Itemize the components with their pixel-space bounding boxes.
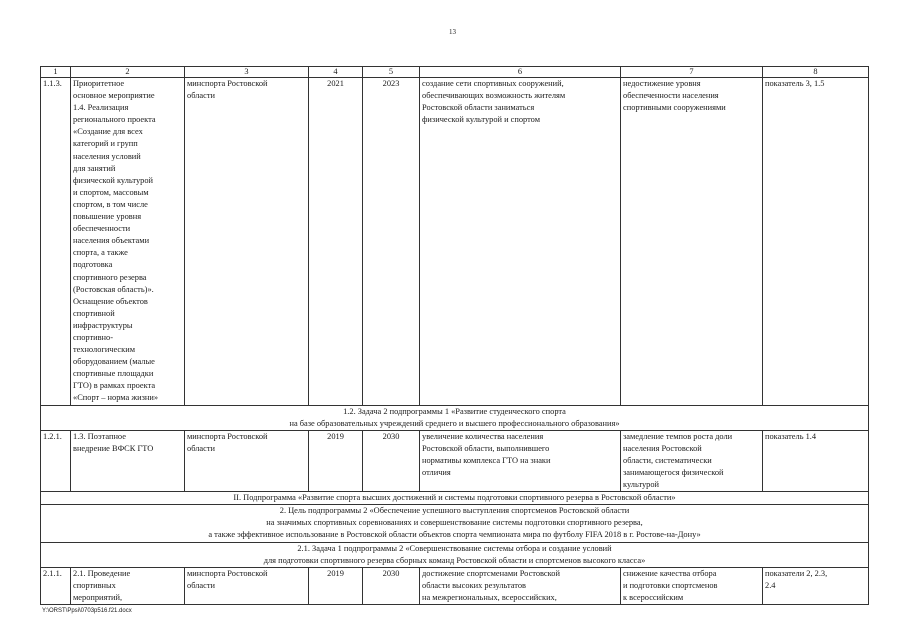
column-number: 5 xyxy=(363,67,420,78)
text-line: на базе образовательных учреждений среднего и высшего профессионального образования» xyxy=(289,418,620,428)
text-line: на значимых спортивных соревнованиях и совершенствование системы подготовки спортивного резерва, xyxy=(266,518,643,528)
subprogram-2-heading: II. Подпрограмма «Развитие спорта высших достижений и системы подготовки спортивного резерва в Ростовской области» xyxy=(41,492,869,505)
text-line: обеспечивающих возможность жителям xyxy=(422,91,566,101)
task-2-1-heading xyxy=(41,542,869,567)
text-line: области, систематически xyxy=(623,455,712,465)
row-number: 1.2.1. xyxy=(41,430,71,491)
text-line: технологическим xyxy=(73,345,136,355)
file-path-footer: Y:\ORST\Ppsi\0703p516.f21.docx xyxy=(42,608,132,614)
column-number: 3 xyxy=(185,67,309,78)
text-line: спортивными сооружениями xyxy=(623,103,726,113)
executor xyxy=(185,78,309,406)
text-line: обеспеченности xyxy=(73,224,131,234)
text-line: внедрение ВФСК ГТО xyxy=(73,443,154,453)
table-row-1-1-3 xyxy=(41,78,869,406)
expected-result xyxy=(420,567,621,604)
text-line: замедление темпов роста доли xyxy=(623,431,733,441)
task-heading-row xyxy=(41,405,869,430)
text-line: повышение уровня xyxy=(73,212,142,222)
subprogram-heading-row xyxy=(41,492,869,505)
page-number: 13 xyxy=(449,28,456,36)
text-line: 2.1. Проведение xyxy=(73,568,131,578)
task-heading-row xyxy=(41,542,869,567)
expected-result xyxy=(420,78,621,406)
row-number: 2.1.1. xyxy=(41,567,71,604)
column-number-row xyxy=(41,67,869,78)
text-line: населения условий xyxy=(73,151,141,161)
text-line: 1.4. Реализация xyxy=(73,103,129,113)
text-line: области xyxy=(187,580,215,590)
text-line: спортивной xyxy=(73,308,115,318)
text-line: оборудованием (малые xyxy=(73,357,155,367)
text-line: спорта, а также xyxy=(73,248,128,258)
column-number: 4 xyxy=(309,67,363,78)
text-line: подготовка xyxy=(73,260,113,270)
executor xyxy=(185,567,309,604)
text-line: 1.3. Поэтапное xyxy=(73,431,126,441)
text-line: области xyxy=(187,91,215,101)
text-line: занимающегося физической xyxy=(623,468,724,477)
text-line: и подготовки спортсменов xyxy=(623,580,718,590)
text-line: достижение спортсменами Ростовской xyxy=(422,568,560,578)
text-line: инфраструктуры xyxy=(73,320,133,330)
non-implementation-consequence xyxy=(621,78,763,406)
text-line: населения Ростовской xyxy=(623,443,702,453)
text-line: минспорта Ростовской xyxy=(187,568,268,578)
column-number: 7 xyxy=(621,67,763,78)
text-line: категорий и групп xyxy=(73,139,138,149)
text-line: а также эффективное использование в Ростовской области объектов спорта чемпионата мира по футболу FIFA 2018 в г. Ростове-на-Дону» xyxy=(208,530,701,540)
start-year: 2019 xyxy=(309,430,363,491)
event-name xyxy=(71,567,185,604)
goal-heading-row xyxy=(41,505,869,542)
text-line: спортивного резерва xyxy=(73,272,147,282)
end-year: 2023 xyxy=(363,78,420,406)
column-number: 1 xyxy=(41,67,71,78)
related-indicator xyxy=(763,567,869,604)
non-implementation-consequence xyxy=(621,430,763,491)
end-year: 2030 xyxy=(363,567,420,604)
text-line: минспорта Ростовской xyxy=(187,79,268,88)
text-line: физической культурой и спортом xyxy=(422,115,541,125)
text-line: снижение качества отбора xyxy=(623,568,717,578)
text-line: спортивные площадки xyxy=(73,369,154,379)
text-line: спортом, в том числе xyxy=(73,199,148,209)
task-1-2-heading xyxy=(41,405,869,430)
measures-table xyxy=(40,66,869,605)
start-year: 2019 xyxy=(309,567,363,604)
text-line: регионального проекта xyxy=(73,115,156,125)
text-line: 2. Цель подпрограммы 2 «Обеспечение успешного выступления спортсменов Ростовской области xyxy=(279,506,630,516)
text-line: обеспеченности населения xyxy=(623,91,719,101)
text-line: на межрегиональных, всероссийских, xyxy=(422,592,557,602)
text-line: мероприятий, xyxy=(73,592,123,602)
text-line: увеличение количества населения xyxy=(422,431,544,441)
text-line: культурой xyxy=(623,480,660,490)
text-line: создание сети спортивных сооружений, xyxy=(422,79,564,88)
text-line: отличия xyxy=(422,468,451,477)
expected-result xyxy=(420,430,621,491)
text-line: Оснащение объектов xyxy=(73,296,148,306)
text-line: 1.2. Задача 2 подпрограммы 1 «Развитие студенческого спорта xyxy=(343,406,566,416)
text-line: для подготовки спортивного резерва сборных команд Ростовской области и спортсменов высокого класса» xyxy=(263,555,646,565)
text-line: недостижение уровня xyxy=(623,79,701,88)
text-line: минспорта Ростовской xyxy=(187,431,268,441)
text-line: области xyxy=(187,443,215,453)
text-line: населения объектами xyxy=(73,236,150,246)
text-line: Приоритетное xyxy=(73,79,125,88)
text-line: спортивных xyxy=(73,580,116,590)
text-line: для занятий xyxy=(73,163,116,173)
text-line: 2.4 xyxy=(765,580,776,590)
column-number: 6 xyxy=(420,67,621,78)
text-line: основное мероприятие xyxy=(73,91,155,101)
text-line: ГТО) в рамках проекта xyxy=(73,381,156,391)
row-number: 1.1.3. xyxy=(41,78,71,406)
column-number: 2 xyxy=(71,67,185,78)
text-line: Ростовской области заниматься xyxy=(422,103,535,113)
text-line: показатели 2, 2.3, xyxy=(765,568,828,578)
text-line: спортивно- xyxy=(73,332,114,342)
text-line: (Ростовская область)». xyxy=(73,284,154,294)
column-number: 8 xyxy=(763,67,869,78)
start-year: 2021 xyxy=(309,78,363,406)
table-row-2-1-1 xyxy=(41,567,869,604)
end-year: 2030 xyxy=(363,430,420,491)
text-line: физической культурой xyxy=(73,175,154,185)
text-line: к всероссийским xyxy=(623,592,684,602)
executor xyxy=(185,430,309,491)
text-line: области высоких результатов xyxy=(422,580,526,590)
text-line: и спортом, массовым xyxy=(73,187,149,197)
text-line: «Спорт – норма жизни» xyxy=(73,393,159,403)
event-name xyxy=(71,430,185,491)
event-name xyxy=(71,78,185,406)
table-row-1-2-1 xyxy=(41,430,869,491)
text-line: 2.1. Задача 1 подпрограммы 2 «Совершенствование системы отбора и создание условий xyxy=(297,543,612,553)
related-indicator: показатель 3, 1.5 xyxy=(763,78,869,406)
non-implementation-consequence xyxy=(621,567,763,604)
text-line: Ростовской области, выполнившего xyxy=(422,443,550,453)
related-indicator: показатель 1.4 xyxy=(763,430,869,491)
text-line: нормативы комплекса ГТО на знаки xyxy=(422,455,551,465)
text-line: «Создание для всех xyxy=(73,127,143,137)
goal-2-heading xyxy=(41,505,869,542)
